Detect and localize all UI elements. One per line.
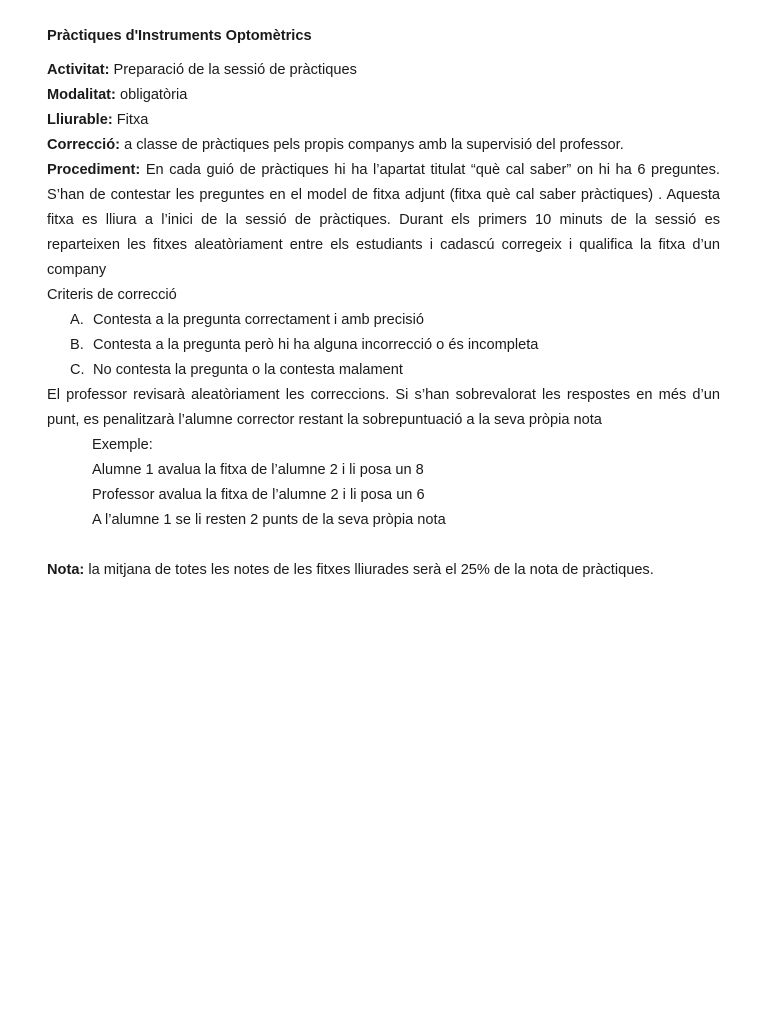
field-lliurable <box>47 108 720 133</box>
field-activitat <box>47 58 720 83</box>
example-line: Professor avalua la fitxa de l’alumne 2 i li posa un 6 <box>92 487 425 503</box>
criteria-item-text: No contesta la pregunta o la contesta malament <box>93 362 403 378</box>
criteria-item-text: Contesta a la pregunta correctament i amb precisió <box>93 312 424 328</box>
note-value: la mitjana de totes les notes de les fitxes lliurades serà el 25% de la nota de pràctiques. <box>88 562 654 578</box>
criteria-item-letter: C. <box>70 362 85 378</box>
field-procediment-value: En cada guió de pràctiques hi ha l’apartat titulat “què cal saber” on hi ha 6 preguntes. S’han de contestar les preguntes en el model de fitxa adjunt (fitxa què cal saber pràctiques) . Aquesta fitxa es lliura a l’inici de la sessió de pràctiques. Durant els primers 10 minuts de la sessió es reparteixen les fitxes aleatòriament entre els estudiants i cadascú corregeix i qualifica la fitxa d’un company <box>47 162 720 278</box>
document-page <box>47 26 720 583</box>
field-correccio <box>47 133 720 158</box>
field-modalitat <box>47 83 720 108</box>
criteria-item-letter: B. <box>70 337 84 353</box>
field-modalitat-value: obligatòria <box>119 87 188 103</box>
field-activitat-label: Activitat: <box>47 62 110 78</box>
example-line: A l’alumne 1 se li resten 2 punts de la seva pròpia nota <box>92 512 446 528</box>
blank-line <box>47 533 720 558</box>
criteria-list <box>47 308 720 383</box>
review-paragraph: El professor revisarà aleatòriament les correccions. Si s’han sobrevalorat les respostes en més d’un punt, es penalitzarà l’alumne corrector restant la sobrepuntuació a la seva pròpia nota <box>47 387 720 428</box>
field-correccio-label: Correcció: <box>47 137 120 153</box>
example-heading: Exemple: <box>92 437 153 453</box>
field-procediment <box>47 158 720 283</box>
field-lliurable-value: Fitxa <box>116 112 149 128</box>
criteria-item-letter: A. <box>70 312 84 328</box>
note-label: Nota: <box>47 562 85 578</box>
note <box>47 558 720 583</box>
field-activitat-value: Preparació de la sessió de pràctiques <box>113 62 357 78</box>
criteria-item <box>47 358 720 383</box>
field-correccio-value: a classe de pràctiques pels propis companys amb la supervisió del professor. <box>124 137 624 153</box>
criteria-heading: Criteris de correcció <box>47 287 177 303</box>
document-title: Pràctiques d'Instruments Optomètrics <box>47 28 312 44</box>
field-modalitat-label: Modalitat: <box>47 87 116 103</box>
example-block <box>47 433 720 533</box>
example-line: Alumne 1 avalua la fitxa de l’alumne 2 i li posa un 8 <box>92 462 424 478</box>
criteria-item <box>47 333 720 358</box>
field-procediment-label: Procediment: <box>47 162 141 178</box>
field-lliurable-label: Lliurable: <box>47 112 113 128</box>
criteria-item-text: Contesta a la pregunta però hi ha alguna incorrecció o és incompleta <box>93 337 539 353</box>
criteria-item <box>47 308 720 333</box>
